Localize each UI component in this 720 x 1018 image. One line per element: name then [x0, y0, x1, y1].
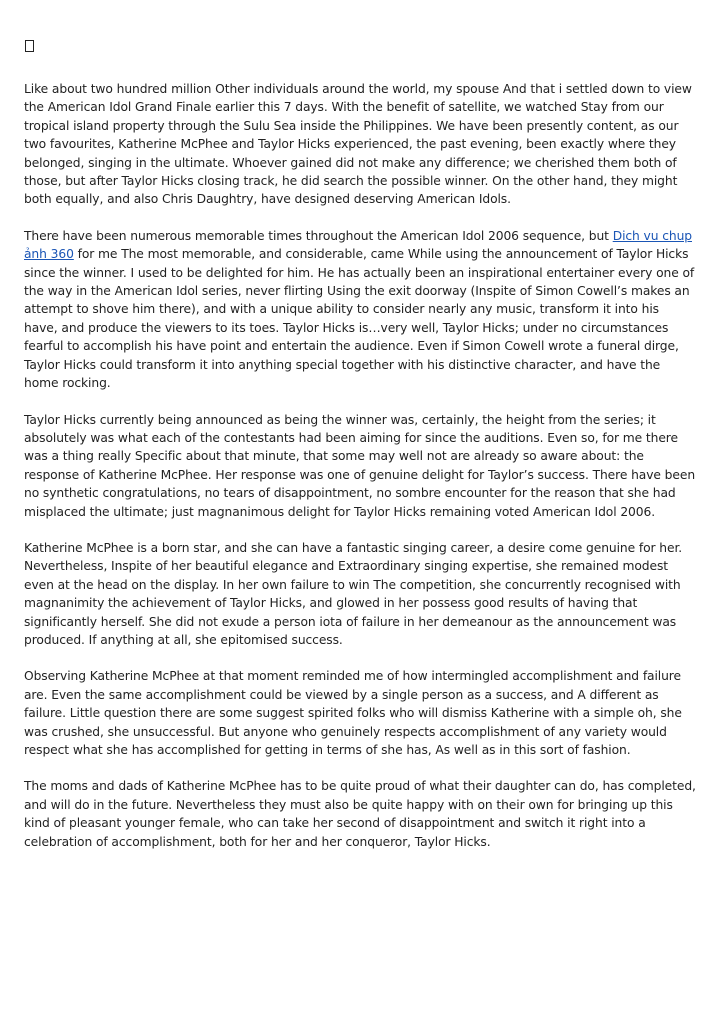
paragraph-1: Like about two hundred million Other individuals around the world, my spouse And that i settled down to view the American Idol Grand Finale earlier this 7 days. With the benefit of satellite, we watched Stay from our tropical island property through the Sulu Sea inside the Philippines. We have been presently content, as our two favourites, Katherine McPhee and Taylor Hicks experienced, the past evening, been exactly where they belonged, singing in the ultimate. Whoever gained did not make any difference; we cherished them both of those, but after Taylor Hicks closing track, he did search the possible winner. On the other hand, they might both equally, and also Chris Daughtry, have designed deserving American Idols.: [24, 82, 692, 207]
paragraph-2-text-after: for me The most memorable, and considerable, came While using the announcement of Taylor Hicks since the winner. I used to be delighted for him. He has actually been an inspirational entertainer every one of the way in the American Idol series, never flirting Using the exit doorway (Inspite of Simon Cowell’s makes an attempt to shove him there), and with a unique ability to consider nearly any music, transform it into his have, and produce the viewers to its toes. Taylor Hicks is…very well, Taylor Hicks; under no circumstances fearful to accomplish his have point and entertain the audience. Even if Simon Cowell wrote a funeral dirge, Taylor Hicks could transform it into anything special together with his distinctive character, and have the home rocking.: [24, 247, 695, 391]
paragraph-6: The moms and dads of Katherine McPhee has to be quite proud of what their daughter can do, has completed, and will do in the future. Nevertheless they must also be quite happy with on their own for bringing up this kind of pleasant younger female, who can take her second of disappointment and switch it right into a celebration of accomplishment, both for her and her conqueror, Taylor Hicks.: [24, 779, 696, 849]
photo-service-link[interactable]: Dich vu chup ảnh 360: [24, 228, 692, 262]
paragraph-2-text-before: There have been numerous memorable times throughout the American Idol 2006 sequence, but: [24, 228, 613, 243]
paragraph-5: Observing Katherine McPhee at that moment reminded me of how intermingled accomplishment and failure are. Even the same accomplishment could be viewed by a single person as a success, and A different as failure. Little question there are some suggest spirited folks who will dismiss Katherine with a simple oh, she was crushed, she unsuccessful. But anyone who genuinely respects accomplishment of any variety would respect what she has accomplished for getting in terms of she has, As well as in this sort of fashion.: [24, 669, 682, 757]
paragraph-3: Taylor Hicks currently being announced as being the winner was, certainly, the height from the series; it absolutely was what each of the contestants had been aiming for since the auditions. Even so, for me there was a thing really Specific about that minute, that some may well not are already so aware about: the response of Katherine McPhee. Her response was one of genuine delight for Taylor’s success. There have been no synthetic congratulations, no tears of disappointment, no sombre encounter for the reason that she had misplaced the ultimate; just magnanimous delight for Taylor Hicks remaining voted American Idol 2006.: [24, 412, 696, 519]
document-page: [24, 40, 696, 869]
missing-glyph-icon: [24, 40, 696, 80]
paragraph-2: [24, 227, 696, 393]
paragraph-4: Katherine McPhee is a born star, and she can have a fantastic singing career, a desire come genuine for her. Nevertheless, Inspite of her beautiful elegance and Extraordinary singing expertise, she remained modest even at the head on the display. In her own failure to win The competition, she concurrently recognised with magnanimity the achievement of Taylor Hicks, and glowed in her possess good results of having that significantly herself. She did not exude a person iota of failure in her demeanour as the announcement was produced. If anything at all, she epitomised success.: [24, 540, 683, 647]
